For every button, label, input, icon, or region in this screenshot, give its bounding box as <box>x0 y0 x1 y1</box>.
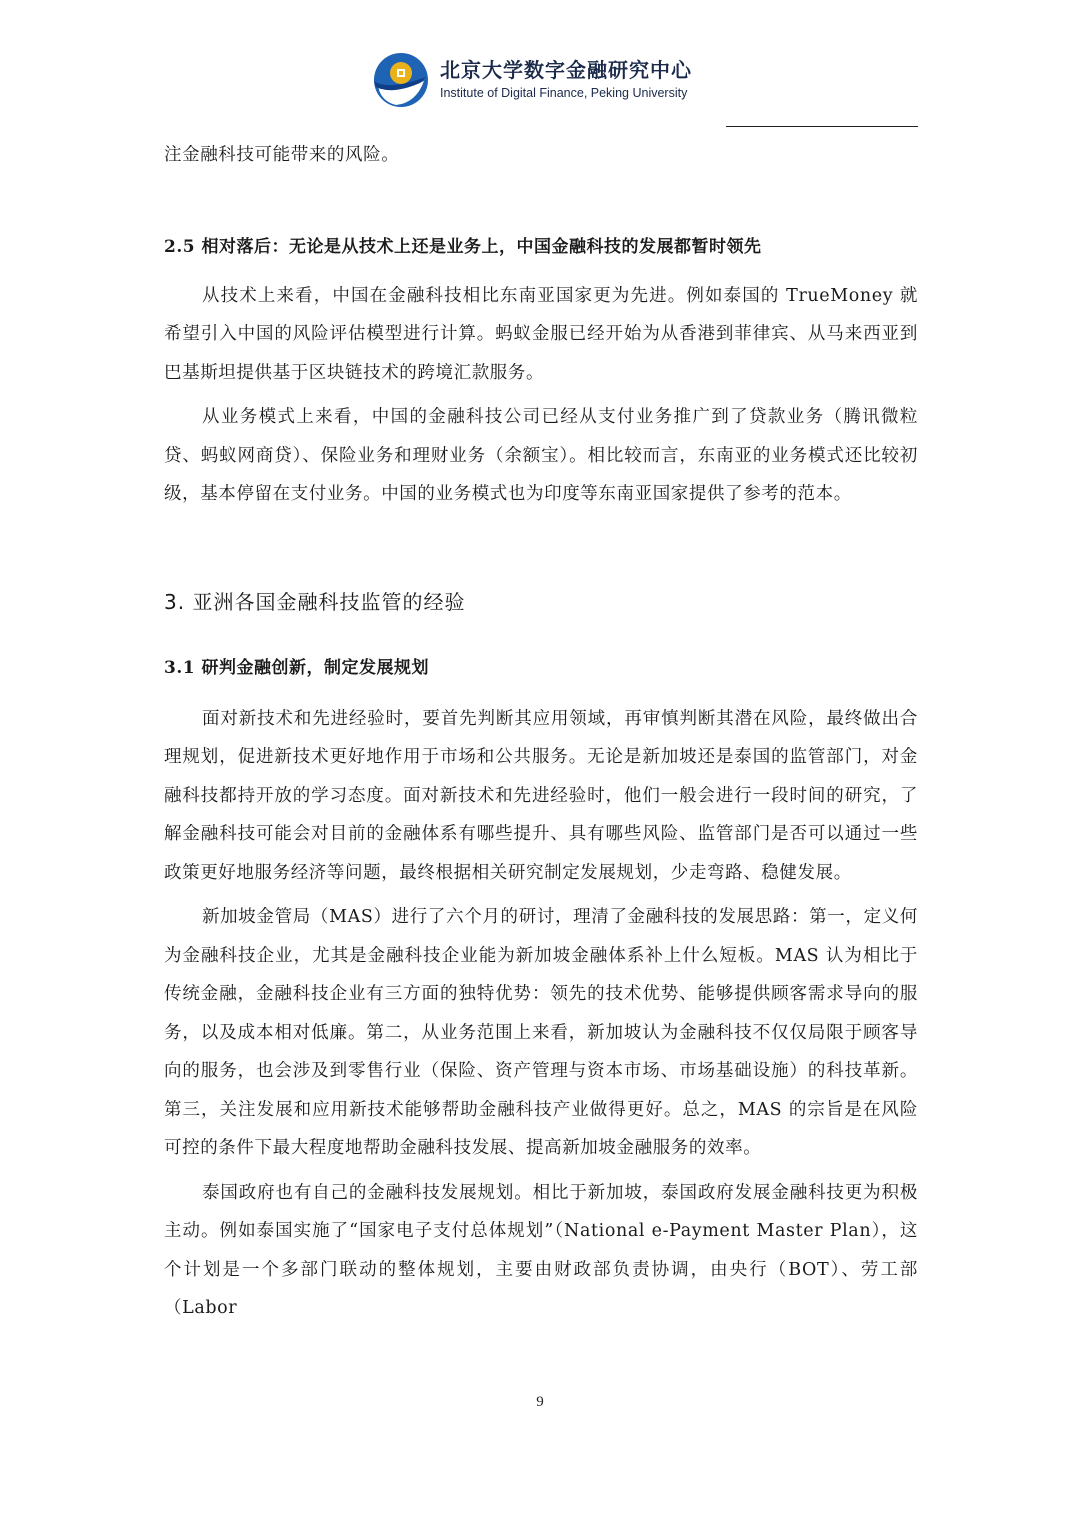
institute-logo-icon <box>372 51 430 109</box>
document-body <box>164 136 918 1328</box>
header-title-block <box>440 58 692 102</box>
section-3-1-paragraph-2: 新加坡金管局（MAS）进行了六个月的研讨，理清了金融科技的发展思路：第一，定义何为金融科技企业，尤其是金融科技企业能为新加坡金融体系补上什么短板。MAS 认为相比于传统金融，金融科技企业有三方面的独特优势：领先的技术优势、能够提供顾客需求导向的服务，以及成本相对低廉。第二，从业务范围上来看，新加坡认为金融科技不仅仅局限于顾客导向的服务，也会涉及到零售行业（保险、资产管理与资本市场、市场基础设施）的科技革新。第三，关注发展和应用新技术能够帮助金融科技产业做得更好。总之，MAS 的宗旨是在风险可控的条件下最大程度地帮助金融科技发展、提高新加坡金融服务的效率。 <box>164 907 918 1158</box>
page-header <box>372 50 692 110</box>
section-3-1-heading: 3.1 研判金融创新，制定发展规划 <box>164 657 429 678</box>
header-divider <box>726 126 918 127</box>
page-number: 9 <box>536 1394 544 1410</box>
org-name-cn: 北京大学数字金融研究中心 <box>440 58 692 82</box>
section-3-1-paragraph-1: 面对新技术和先进经验时，要首先判断其应用领域，再审慎判断其潜在风险，最终做出合理规划，促进新技术更好地作用于市场和公共服务。无论是新加坡还是泰国的监管部门，对金融科技都持开放的学习态度。面对新技术和先进经验时，他们一般会进行一段时间的研究，了解金融科技可能会对目前的金融体系有哪些提升、具有哪些风险、监管部门是否可以通过一些政策更好地服务经济等问题，最终根据相关研究制定发展规划，少走弯路、稳健发展。 <box>164 708 918 883</box>
section-3-1-paragraph-3: 泰国政府也有自己的金融科技发展规划。相比于新加坡，泰国政府发展金融科技更为积极主动。例如泰国实施了“国家电子支付总体规划”（National e-Payment Master Plan），这个计划是一个多部门联动的整体规划，主要由财政部负责协调，由央行（BOT）、劳工部（Labor <box>164 1182 918 1318</box>
section-2-5-heading: 2.5 相对落后：无论是从技术上还是业务上，中国金融科技的发展都暂时领先 <box>164 236 762 257</box>
org-name-en: Institute of Digital Finance, Peking University <box>440 86 688 100</box>
section-2-5-paragraph-1: 从技术上来看，中国在金融科技相比东南亚国家更为先进。例如泰国的 TrueMoney 就希望引入中国的风险评估模型进行计算。蚂蚁金服已经开始为从香港到菲律宾、从马来西亚到巴基斯坦提供基于区块链技术的跨境汇款服务。 <box>164 285 918 383</box>
carryover-paragraph: 注金融科技可能带来的风险。 <box>164 145 400 165</box>
section-2-5-paragraph-2: 从业务模式上来看，中国的金融科技公司已经从支付业务推广到了贷款业务（腾讯微粒贷、蚂蚁网商贷）、保险业务和理财业务（余额宝）。相比较而言，东南亚的业务模式还比较初级，基本停留在支付业务。中国的业务模式也为印度等东南亚国家提供了参考的范本。 <box>164 407 918 504</box>
section-3-heading: 3. 亚洲各国金融科技监管的经验 <box>164 589 466 614</box>
